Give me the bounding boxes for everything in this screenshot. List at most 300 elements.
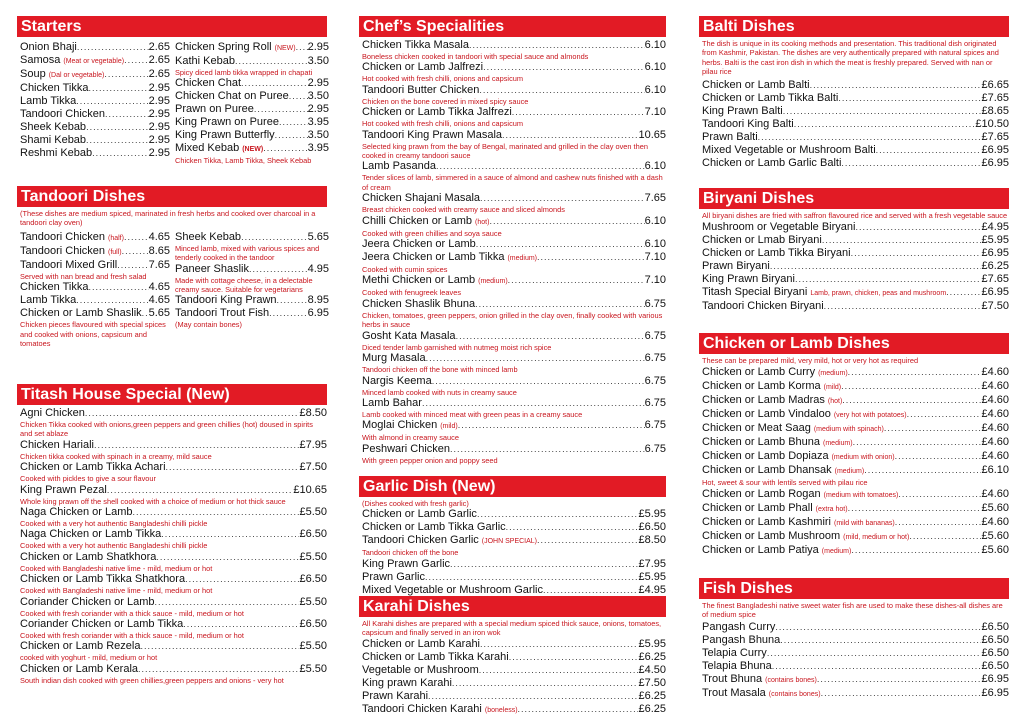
menu-item-price: £10.65	[293, 483, 327, 496]
menu-item-price: £5.95	[638, 637, 666, 650]
menu-item-tag: (medium with spinach)	[813, 426, 884, 434]
menu-item-name: Chicken or Lamb Karahi	[362, 637, 481, 650]
menu-item-name: Tandoori Chicken	[20, 230, 105, 243]
menu-item	[172, 77, 329, 90]
menu-item-price: £4.60	[981, 422, 1009, 435]
dot-leader	[76, 294, 148, 307]
menu-item	[359, 251, 666, 265]
menu-item	[172, 294, 329, 307]
menu-item	[699, 464, 1009, 478]
menu-item-description: Chicken tikka cooked with spinach in a creamy, mild sauce	[20, 451, 212, 461]
menu-item-name: Samosa	[20, 54, 61, 66]
menu-item	[172, 142, 329, 156]
dot-leader	[884, 422, 982, 435]
biryani-section	[699, 221, 1009, 313]
menu-item	[359, 106, 666, 119]
menu-item-description: Cooked with pickles to give a sour flavour	[20, 474, 156, 484]
menu-item-description: Cooked with a very hot authentic Bangladeshi chilli pickle	[20, 519, 208, 529]
menu-item	[699, 144, 1009, 157]
menu-item-price: £10.50	[975, 117, 1009, 130]
dot-leader	[864, 464, 981, 477]
menu-item-description: Chicken pieces flavoured with special spices and cooked with onions, capsicum and tomatoes	[20, 320, 166, 349]
menu-item	[699, 157, 1009, 170]
menu-item-price: 2.65	[148, 54, 170, 66]
menu-item-name: Chicken or Lamb Curry	[702, 366, 816, 379]
menu-item-price: 6.75	[644, 374, 666, 387]
menu-item	[17, 95, 170, 108]
menu-item	[699, 131, 1009, 144]
menu-item-tag: (medium)	[507, 255, 538, 263]
menu-item-price: 7.10	[644, 274, 666, 287]
menu-item	[359, 129, 666, 142]
menu-item-price: £6.95	[981, 672, 1009, 685]
menu-item-description: With green pepper onion and poppy seed	[362, 455, 498, 465]
menu-item-description: Tandoori chicken off the bone with minced lamb	[362, 365, 518, 375]
menu-item	[699, 273, 1009, 286]
menu-item-price: £6.25	[638, 650, 666, 663]
menu-item-name: Chicken or Lamb Tikka Jalfrezi	[362, 106, 512, 119]
menu-item-price: £7.50	[638, 676, 666, 689]
menu-item-price: 2.95	[148, 134, 170, 146]
menu-item-name: Chicken or Lmab Biryani	[702, 234, 822, 247]
menu-item	[359, 160, 666, 173]
dot-leader	[104, 68, 148, 81]
section-header-tandoori: Tandoori Dishes	[17, 186, 327, 207]
menu-item	[359, 521, 666, 534]
menu-item-name: Trout Bhuna	[702, 672, 763, 685]
dot-leader	[254, 103, 308, 116]
dot-leader	[88, 281, 148, 294]
dot-leader	[489, 215, 644, 228]
menu-item-name: Mixed Kebab	[175, 142, 240, 155]
dot-leader	[895, 516, 982, 529]
dot-leader	[543, 584, 639, 597]
menu-item-price: 2.95	[307, 41, 329, 53]
menu-item-price: £4.50	[638, 663, 666, 676]
menu-item-name: Chicken or Lamb Rogan	[702, 487, 821, 500]
tandoori-right	[170, 231, 329, 349]
menu-item-name: Mushroom or Vegetable Biryani	[702, 221, 856, 234]
menu-item-price: £7.95	[299, 438, 327, 451]
dot-leader	[518, 703, 639, 716]
menu-item-name: Methi Chicken or Lamb	[362, 274, 476, 287]
menu-item	[17, 663, 327, 676]
dot-leader	[770, 260, 982, 273]
menu-item-name: Naga Chicken or Lamb Tikka	[20, 528, 162, 541]
menu-item	[359, 419, 666, 433]
dot-leader	[907, 408, 982, 421]
menu-item-name: Chicken or Lamb Bhuna	[702, 436, 821, 449]
menu-item	[17, 108, 170, 121]
dot-leader	[909, 530, 981, 543]
menu-item-price: £6.50	[638, 521, 666, 534]
menu-item-price: £5.60	[981, 501, 1009, 514]
menu-item-price: 7.10	[644, 106, 666, 119]
menu-item-price: 7.65	[148, 258, 170, 271]
menu-item-price: £5.60	[981, 543, 1009, 556]
menu-item	[699, 647, 1009, 660]
menu-item-description: With almond in creamy sauce	[362, 433, 459, 443]
dot-leader	[77, 41, 149, 54]
dot-leader	[155, 596, 300, 609]
menu-item-description: Chicken Tikka, Lamb Tikka, Sheek Kebab	[175, 156, 312, 166]
dot-leader	[86, 121, 149, 134]
menu-item	[699, 79, 1009, 92]
menu-item-tag: (NEW)	[242, 146, 264, 154]
menu-item-price: 2.95	[307, 103, 329, 116]
menu-item-price: 6.75	[644, 442, 666, 455]
menu-item	[359, 215, 666, 229]
dot-leader	[822, 234, 982, 247]
menu-item-tag: Lamb, prawn, chicken, peas and mushroom	[810, 290, 947, 298]
menu-item-price: 4.65	[148, 294, 170, 307]
dot-leader	[436, 160, 645, 173]
menu-item-tag: (contains bones)	[765, 676, 817, 684]
menu-item-name: Chicken or Lamb Kerala	[20, 662, 139, 675]
menu-item-price: £5.95	[981, 234, 1009, 247]
menu-item-price: 5.65	[307, 230, 329, 243]
dot-leader	[269, 307, 307, 320]
menu-item	[17, 231, 170, 245]
menu-item-tag: (half)	[108, 234, 124, 242]
menu-item-name: Chicken or Lamb Tikka Shatkhora	[20, 573, 186, 586]
tandoori-left	[17, 231, 170, 349]
menu-item	[17, 147, 170, 160]
menu-item-price: £4.60	[981, 394, 1009, 407]
section-header-fish: Fish Dishes	[699, 578, 1009, 599]
section-note-curry: These can be prepared mild, very mild, hot or very hot as required	[702, 356, 919, 365]
menu-item-price: 3.50	[307, 55, 329, 67]
menu-item-name: King Prawn Biryani	[702, 273, 795, 286]
menu-item-price: 3.50	[307, 90, 329, 103]
menu-item-name: Chicken Hariali	[20, 438, 94, 451]
menu-item-name: Chicken Chat on Puree	[175, 90, 289, 103]
menu-item-name: Naga Chicken or Lamb	[20, 506, 133, 519]
dot-leader	[92, 147, 148, 160]
dot-leader	[506, 521, 639, 534]
dot-leader	[508, 274, 645, 287]
menu-item	[172, 41, 329, 55]
menu-item	[17, 618, 327, 631]
menu-item-description: Minced lamb cooked with nuts in creamy sauce	[362, 387, 517, 397]
menu-item-price: £7.50	[981, 300, 1009, 313]
menu-item-price: 8.65	[148, 244, 170, 257]
menu-item-tag: (full)	[108, 248, 122, 256]
menu-item-price: £7.65	[981, 130, 1009, 143]
menu-item	[359, 375, 666, 388]
menu-item-price: £6.50	[981, 646, 1009, 659]
menu-item-name: Jeera Chicken or Lamb Tikka	[362, 251, 505, 264]
section-note-garlic: (Dishes cooked with fresh garlic)	[362, 499, 469, 508]
dot-leader	[263, 142, 307, 155]
menu-item	[17, 640, 327, 653]
menu-item-name: Gosht Kata Masala	[362, 329, 456, 342]
dot-leader	[841, 380, 981, 393]
menu-item-tag: (boneless)	[484, 706, 518, 714]
menu-item-name: Chicken or Lamb Kashmiri	[702, 515, 831, 528]
menu-item-price: £4.60	[981, 515, 1009, 528]
menu-item-tag: (medium with onion)	[831, 454, 895, 462]
menu-item-name: King Prawn Pezal	[20, 483, 107, 496]
menu-item-name: Moglai Chicken	[362, 419, 438, 432]
menu-item-name: Tandoori Mixed Grill	[20, 258, 118, 271]
section-note-fish: The finest Bangladeshi native sweet water fish are used to make these dishes-all dishes are of medium spice	[702, 601, 1003, 620]
menu-item	[699, 436, 1009, 450]
menu-item	[172, 129, 329, 142]
menu-item-price: 3.50	[307, 129, 329, 142]
dot-leader	[475, 298, 644, 311]
menu-item-description: Cooked with green chillies and soya sauce	[362, 228, 502, 238]
menu-item	[359, 192, 666, 205]
menu-item-description: Served with nan bread and fresh salad	[20, 271, 147, 281]
menu-item-description: Cooked with fenugreek leaves	[362, 288, 462, 298]
menu-item	[359, 443, 666, 456]
dot-leader	[235, 55, 308, 68]
dot-leader	[537, 251, 645, 264]
dot-leader	[133, 506, 300, 519]
menu-item-name: Tandoori King Balti	[702, 117, 794, 130]
menu-item-description: Hot, sweet & sour with lentils served with pilau rice	[702, 478, 868, 488]
menu-item	[699, 502, 1009, 516]
dot-leader	[277, 294, 308, 307]
menu-item-tag: (extra hot)	[815, 505, 848, 513]
menu-item	[359, 330, 666, 343]
menu-item-description: cooked with yoghurt - mild, medium or hot	[20, 653, 158, 663]
menu-item	[359, 298, 666, 311]
menu-item-price: £8.50	[299, 407, 327, 419]
dot-leader	[450, 443, 645, 456]
menu-column-3	[699, 16, 1009, 699]
menu-item-price: 2.65	[148, 41, 170, 53]
menu-item-price: £4.60	[981, 366, 1009, 379]
menu-item-description: South indian dish cooked with green chillies,green peppers and onions - very hot	[20, 675, 284, 685]
menu-item-name: Vegetable or Mushroom	[362, 663, 479, 676]
menu-item	[359, 508, 666, 521]
menu-item-price: £8.50	[638, 534, 666, 547]
menu-item-price: £6.95	[981, 286, 1009, 299]
menu-item-name: Peshwari Chicken	[362, 442, 451, 455]
menu-item-name: Sheek Kebab	[20, 121, 87, 133]
menu-item-tag: (mild)	[440, 423, 458, 431]
menu-item	[17, 294, 170, 307]
menu-item-price: 7.65	[644, 192, 666, 205]
menu-item-tag: (mild)	[823, 384, 842, 392]
dot-leader	[772, 660, 982, 673]
menu-item-name: Mixed Vegetable or Mushroom Balti	[702, 143, 876, 156]
menu-item	[699, 105, 1009, 118]
menu-item	[699, 247, 1009, 260]
section-header-starters: Starters	[17, 16, 327, 37]
dot-leader	[289, 90, 308, 103]
menu-item-name: Chicken or Lamb Garlic	[362, 508, 477, 521]
menu-item-tag: (medium)	[834, 468, 865, 476]
menu-item-price: £7.50	[299, 461, 327, 474]
menu-item-description: Cooked with a very hot authentic Bangladeshi chilli pickle	[20, 541, 208, 551]
menu-item-name: Chicken or Lamb Rezela	[20, 640, 141, 653]
menu-item-price: £6.95	[981, 143, 1009, 156]
menu-item-name: Titash Special Biryani	[702, 286, 808, 299]
dot-leader	[476, 238, 645, 251]
menu-item	[699, 118, 1009, 131]
dot-leader	[138, 663, 299, 676]
menu-item	[699, 366, 1009, 380]
menu-item-price: 6.10	[644, 214, 666, 227]
dot-leader	[76, 95, 148, 108]
menu-item-tag: (medium)	[821, 547, 852, 555]
menu-item-name: Murg Masala	[362, 352, 426, 365]
menu-item-price: £4.60	[981, 408, 1009, 421]
menu-item-name: Lamb Tikka	[20, 294, 77, 307]
section-note-biryani: All biryani dishes are fried with saffron flavoured rice and served with a fresh vegetable sauce	[702, 211, 1008, 220]
menu-item	[699, 408, 1009, 422]
menu-item-description: Cooked with fresh coriander with a thick sauce - mild, medium or hot	[20, 608, 244, 618]
menu-item	[359, 61, 666, 74]
menu-item-price: £4.60	[981, 380, 1009, 393]
dot-leader	[241, 231, 308, 244]
menu-item-name: Chicken or Lamb Madras	[702, 394, 825, 407]
dot-leader	[477, 508, 639, 521]
menu-item	[17, 41, 170, 54]
menu-item	[17, 439, 327, 452]
menu-item-description: Tender slices of lamb, simmered in a sauce of almond and cashew nuts finished with a dash of cream	[362, 173, 663, 192]
menu-item-price: 2.95	[307, 77, 329, 90]
dot-leader	[105, 108, 149, 121]
menu-item-price: £6.10	[981, 464, 1009, 477]
menu-item-price: £8.65	[981, 104, 1009, 117]
dot-leader	[794, 118, 976, 131]
dot-leader	[537, 534, 638, 547]
karahi-section	[359, 638, 666, 717]
menu-item	[699, 660, 1009, 673]
dot-leader	[841, 157, 981, 170]
menu-item-tag: (very hot with potatoes)	[833, 412, 907, 420]
dot-leader	[817, 673, 982, 686]
menu-item-tag: (mild with bananas)	[834, 519, 895, 527]
menu-item-price: £6.95	[981, 686, 1009, 699]
menu-item-name: Lamb Bahar	[362, 396, 422, 409]
menu-item	[699, 687, 1009, 701]
menu-item-tag: (Meat or vegetable)	[63, 58, 125, 65]
menu-item-price: £7.95	[638, 557, 666, 570]
menu-item-price: 6.10	[644, 160, 666, 173]
dot-leader	[241, 77, 308, 90]
menu-item	[359, 638, 666, 651]
menu-item-price: 4.65	[148, 281, 170, 294]
menu-item	[699, 300, 1009, 313]
starters-section	[17, 41, 327, 166]
menu-item-name: Chicken or Lamb Garlic Balti	[702, 156, 842, 169]
menu-item-price: 4.65	[148, 230, 170, 243]
menu-item-price: £5.95	[638, 570, 666, 583]
menu-item	[17, 134, 170, 147]
menu-item	[17, 82, 170, 95]
menu-item-price: 6.75	[644, 396, 666, 409]
menu-item-name: Tandoori Chicken	[20, 244, 105, 257]
dot-leader	[758, 131, 982, 144]
menu-item-name: Chicken Shajani Masala	[362, 192, 481, 205]
menu-item-description: Chicken Tikka cooked with onions,green peppers and green chillies (hot) doused in spirits and set ablaze	[20, 420, 313, 439]
menu-item-name: Chicken or Lamb Shatkhora	[20, 550, 157, 563]
menu-item-name: Prawn on Puree	[175, 103, 254, 116]
menu-item	[17, 461, 327, 474]
menu-item	[359, 84, 666, 97]
dot-leader	[161, 528, 299, 541]
dot-leader	[296, 41, 308, 54]
menu-item-name: Chicken or Lamb Mushroom	[702, 529, 841, 542]
dot-leader	[480, 638, 638, 651]
menu-item	[699, 621, 1009, 634]
dot-leader	[780, 634, 981, 647]
menu-item-name: Chicken or Lamb Balti	[702, 78, 810, 91]
menu-item-price: £5.50	[299, 506, 327, 519]
menu-item	[359, 651, 666, 664]
menu-item-name: Sheek Kebab	[175, 230, 242, 243]
menu-item-price: £5.50	[299, 595, 327, 608]
menu-item-name: Chilli Chicken or Lamb	[362, 214, 473, 227]
menu-item	[17, 528, 327, 541]
dot-leader	[432, 375, 645, 388]
menu-item	[699, 530, 1009, 544]
menu-item-price: 6.10	[644, 83, 666, 96]
chef-section	[359, 39, 666, 465]
fish-section	[699, 621, 1009, 701]
dot-leader	[479, 664, 639, 677]
menu-item	[17, 484, 327, 497]
menu-item-name: Nargis Keema	[362, 374, 432, 387]
menu-item	[699, 488, 1009, 502]
starters-right	[170, 41, 329, 166]
menu-item-name: Chicken or Lamb Vindaloo	[702, 408, 831, 421]
menu-item	[699, 286, 1009, 300]
menu-item	[699, 673, 1009, 687]
menu-item-price: 2.95	[148, 121, 170, 133]
dot-leader	[810, 79, 982, 92]
dot-leader	[853, 436, 982, 449]
menu-item-name: Agni Chicken	[20, 407, 85, 419]
menu-item-price: £5.50	[299, 550, 327, 563]
menu-item-name: Chicken Spring Roll	[175, 41, 272, 53]
menu-item-tag: (medium with tomatoes)	[823, 491, 899, 499]
menu-item-name: King Prawn on Puree	[175, 116, 279, 129]
menu-item-price: £5.50	[299, 662, 327, 675]
menu-item	[359, 677, 666, 690]
menu-item-description: Cooked with Bangladeshi native lime - mild, medium or hot	[20, 586, 213, 596]
dot-leader	[512, 106, 645, 119]
menu-item	[699, 634, 1009, 647]
menu-item-description: Made with cottage cheese, in a delectable creamy sauce. Suitable for vegetarians	[175, 275, 313, 295]
menu-item-name: Chicken Shaslik Bhuna	[362, 297, 476, 310]
dot-leader	[509, 651, 639, 664]
menu-item	[172, 103, 329, 116]
menu-item	[17, 259, 170, 272]
dot-leader	[502, 129, 638, 142]
menu-item-name: Trout Masala	[702, 686, 766, 699]
menu-item-description: Hot cooked with fresh chilli, onions and capsicum	[362, 74, 524, 84]
menu-item-name: Chicken or Lamb Phall	[702, 501, 813, 514]
menu-item	[699, 422, 1009, 436]
dot-leader	[767, 647, 982, 660]
dot-leader	[279, 116, 308, 129]
dot-leader	[855, 221, 981, 234]
menu-item-price: £4.60	[981, 436, 1009, 449]
menu-item-name: Lamb Pasanda	[362, 160, 436, 173]
menu-item-price: £6.50	[299, 618, 327, 631]
menu-item-price: £4.95	[638, 583, 666, 596]
menu-item-price: 5.65	[148, 307, 170, 320]
menu-item-description: Chicken, tomatoes, green peppers, onion grilled in the clay oven, finally cooked with various herbs in sauce	[362, 310, 663, 330]
menu-item-description: Cooked with Bangladeshi native lime - mild, medium or hot	[20, 563, 213, 573]
dot-leader	[140, 640, 299, 653]
